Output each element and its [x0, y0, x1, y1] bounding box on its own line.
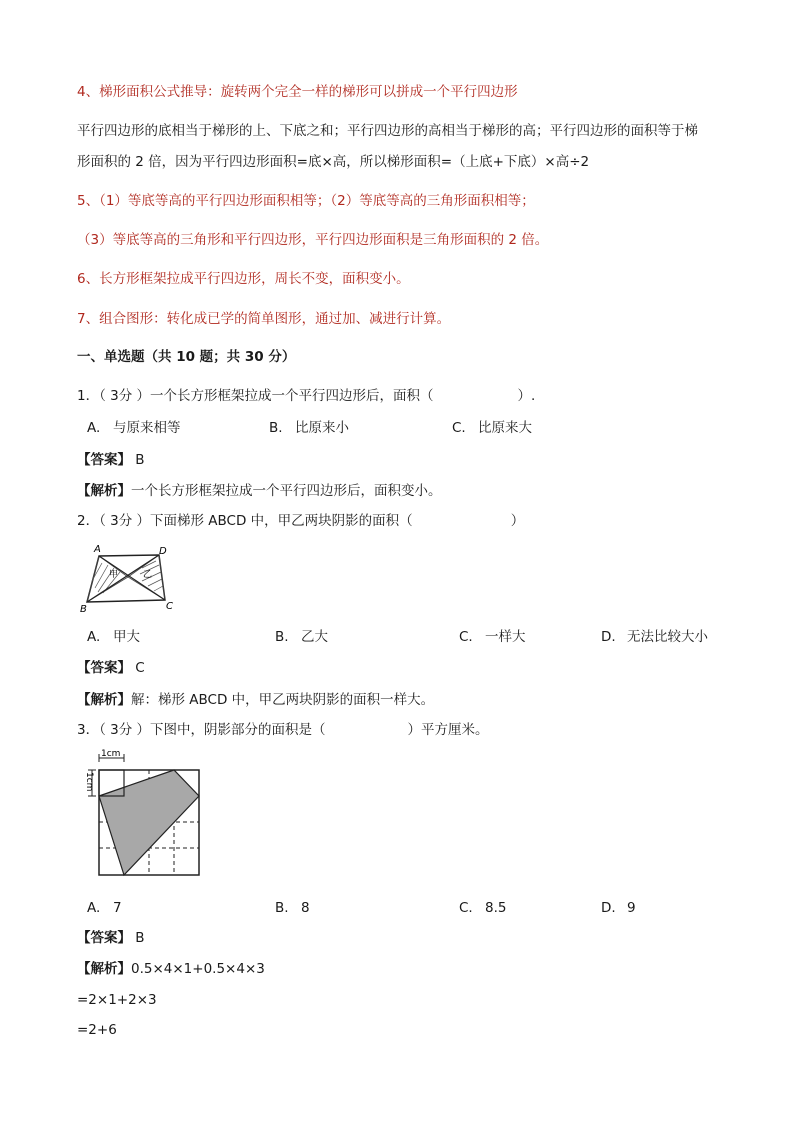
option-key: C. — [459, 629, 473, 645]
option-text: 8.5 — [485, 900, 507, 916]
analysis-text: 解：梯形 ABCD 中，甲乙两块阴影的面积一样大。 — [131, 692, 435, 708]
option-key: B. — [275, 900, 289, 916]
question-1-answer — [77, 450, 145, 470]
option-text: 甲大 — [113, 629, 140, 645]
side-dimension-label: 1cm — [84, 772, 94, 792]
knowledge-point-7: 7、组合图形：转化成已学的简单图形，通过加、减进行计算。 — [77, 311, 451, 327]
question-2-option-b — [275, 627, 328, 647]
label-b: B — [80, 604, 87, 615]
question-1-option-b — [269, 418, 349, 438]
question-3-stem — [77, 720, 489, 740]
option-text: 8 — [301, 900, 310, 916]
answer-value: B — [135, 452, 145, 468]
option-text: 与原来相等 — [113, 420, 181, 436]
analysis-label: 【解析】 — [77, 961, 131, 977]
option-key: D. — [601, 629, 616, 645]
question-2-stem-suffix: ） — [510, 513, 525, 529]
analysis-line: 0.5×4×1+0.5×4×3 — [131, 961, 265, 977]
answer-value: B — [135, 930, 145, 946]
label-a: A — [94, 544, 101, 555]
top-dimension-label: 1cm — [101, 749, 121, 759]
label-d: D — [159, 546, 167, 557]
question-3-analysis — [77, 959, 265, 979]
question-2-stem — [77, 511, 524, 531]
analysis-label: 【解析】 — [77, 692, 131, 708]
question-3-analysis-step-2: =2×1+2×3 — [77, 992, 157, 1008]
option-text: 无法比较大小 — [627, 629, 708, 645]
trapezoid-abcd-figure — [78, 541, 178, 617]
option-key: A. — [87, 420, 101, 436]
question-2-option-a — [87, 627, 140, 647]
question-1-stem-suffix: ）. — [517, 388, 536, 404]
label-jia: 甲 — [109, 570, 119, 580]
knowledge-point-4-title: 4、梯形面积公式推导：旋转两个完全一样的梯形可以拼成一个平行四边形 — [77, 84, 518, 100]
option-text: 9 — [627, 900, 636, 916]
question-3-option-d — [601, 898, 636, 918]
question-2-analysis — [77, 690, 434, 710]
question-3-answer — [77, 928, 145, 948]
label-yi: 乙 — [143, 570, 153, 580]
option-key: D. — [601, 900, 616, 916]
answer-label: 【答案】 — [77, 660, 131, 676]
question-3-stem-suffix: ）平方厘米。 — [407, 722, 489, 738]
question-2-answer — [77, 658, 145, 678]
analysis-label: 【解析】 — [77, 483, 131, 499]
question-1-stem — [77, 386, 535, 406]
question-2-option-d — [601, 627, 708, 647]
option-text: 乙大 — [301, 629, 328, 645]
question-1-stem-text: 1．（ 3分 ）一个长方形框架拉成一个平行四边形后，面积（ — [77, 388, 434, 404]
option-key: B. — [275, 629, 289, 645]
option-text: 比原来小 — [295, 420, 349, 436]
label-c: C — [166, 601, 173, 612]
option-key: B. — [269, 420, 283, 436]
question-3-analysis-step-3: =2+6 — [77, 1022, 117, 1038]
analysis-text: 一个长方形框架拉成一个平行四边形后，面积变小。 — [131, 483, 442, 499]
section-title: 一、单选题（共 10 题；共 30 分） — [77, 349, 296, 365]
question-1-option-a — [87, 418, 181, 438]
question-3-option-b — [275, 898, 310, 918]
question-1-option-c — [452, 418, 532, 438]
option-text: 7 — [113, 900, 122, 916]
option-key: A. — [87, 629, 101, 645]
knowledge-point-6: 6、长方形框架拉成平行四边形，周长不变，面积变小。 — [77, 271, 410, 287]
question-2-option-c — [459, 627, 526, 647]
option-key: C. — [452, 420, 466, 436]
question-1-analysis — [77, 481, 442, 501]
answer-value: C — [135, 660, 145, 676]
knowledge-point-5-line1: 5、（1）等底等高的平行四边形面积相等；（2）等底等高的三角形面积相等； — [77, 193, 535, 209]
option-text: 一样大 — [485, 629, 526, 645]
knowledge-point-4-body-line1: 平行四边形的底相当于梯形的上、下底之和；平行四边形的高相当于梯形的高；平行四边形的面积等于梯 — [77, 123, 698, 139]
answer-label: 【答案】 — [77, 930, 131, 946]
question-3-option-a — [87, 898, 122, 918]
question-2-stem-text: 2．（ 3分 ）下面梯形 ABCD 中，甲乙两块阴影的面积（ — [77, 513, 413, 529]
knowledge-point-4-body-line2: 形面积的 2 倍，因为平行四边形面积=底×高，所以梯形面积=（上底+下底）×高÷2 — [77, 154, 590, 170]
answer-label: 【答案】 — [77, 452, 131, 468]
option-text: 比原来大 — [478, 420, 532, 436]
option-key: C. — [459, 900, 473, 916]
knowledge-point-5-line2: （3）等底等高的三角形和平行四边形，平行四边形面积是三角形面积的 2 倍。 — [77, 232, 549, 248]
question-3-stem-text: 3．（ 3分 ）下图中，阴影部分的面积是（ — [77, 722, 326, 738]
option-key: A. — [87, 900, 101, 916]
question-3-option-c — [459, 898, 506, 918]
grid-shaded-figure — [74, 748, 204, 882]
